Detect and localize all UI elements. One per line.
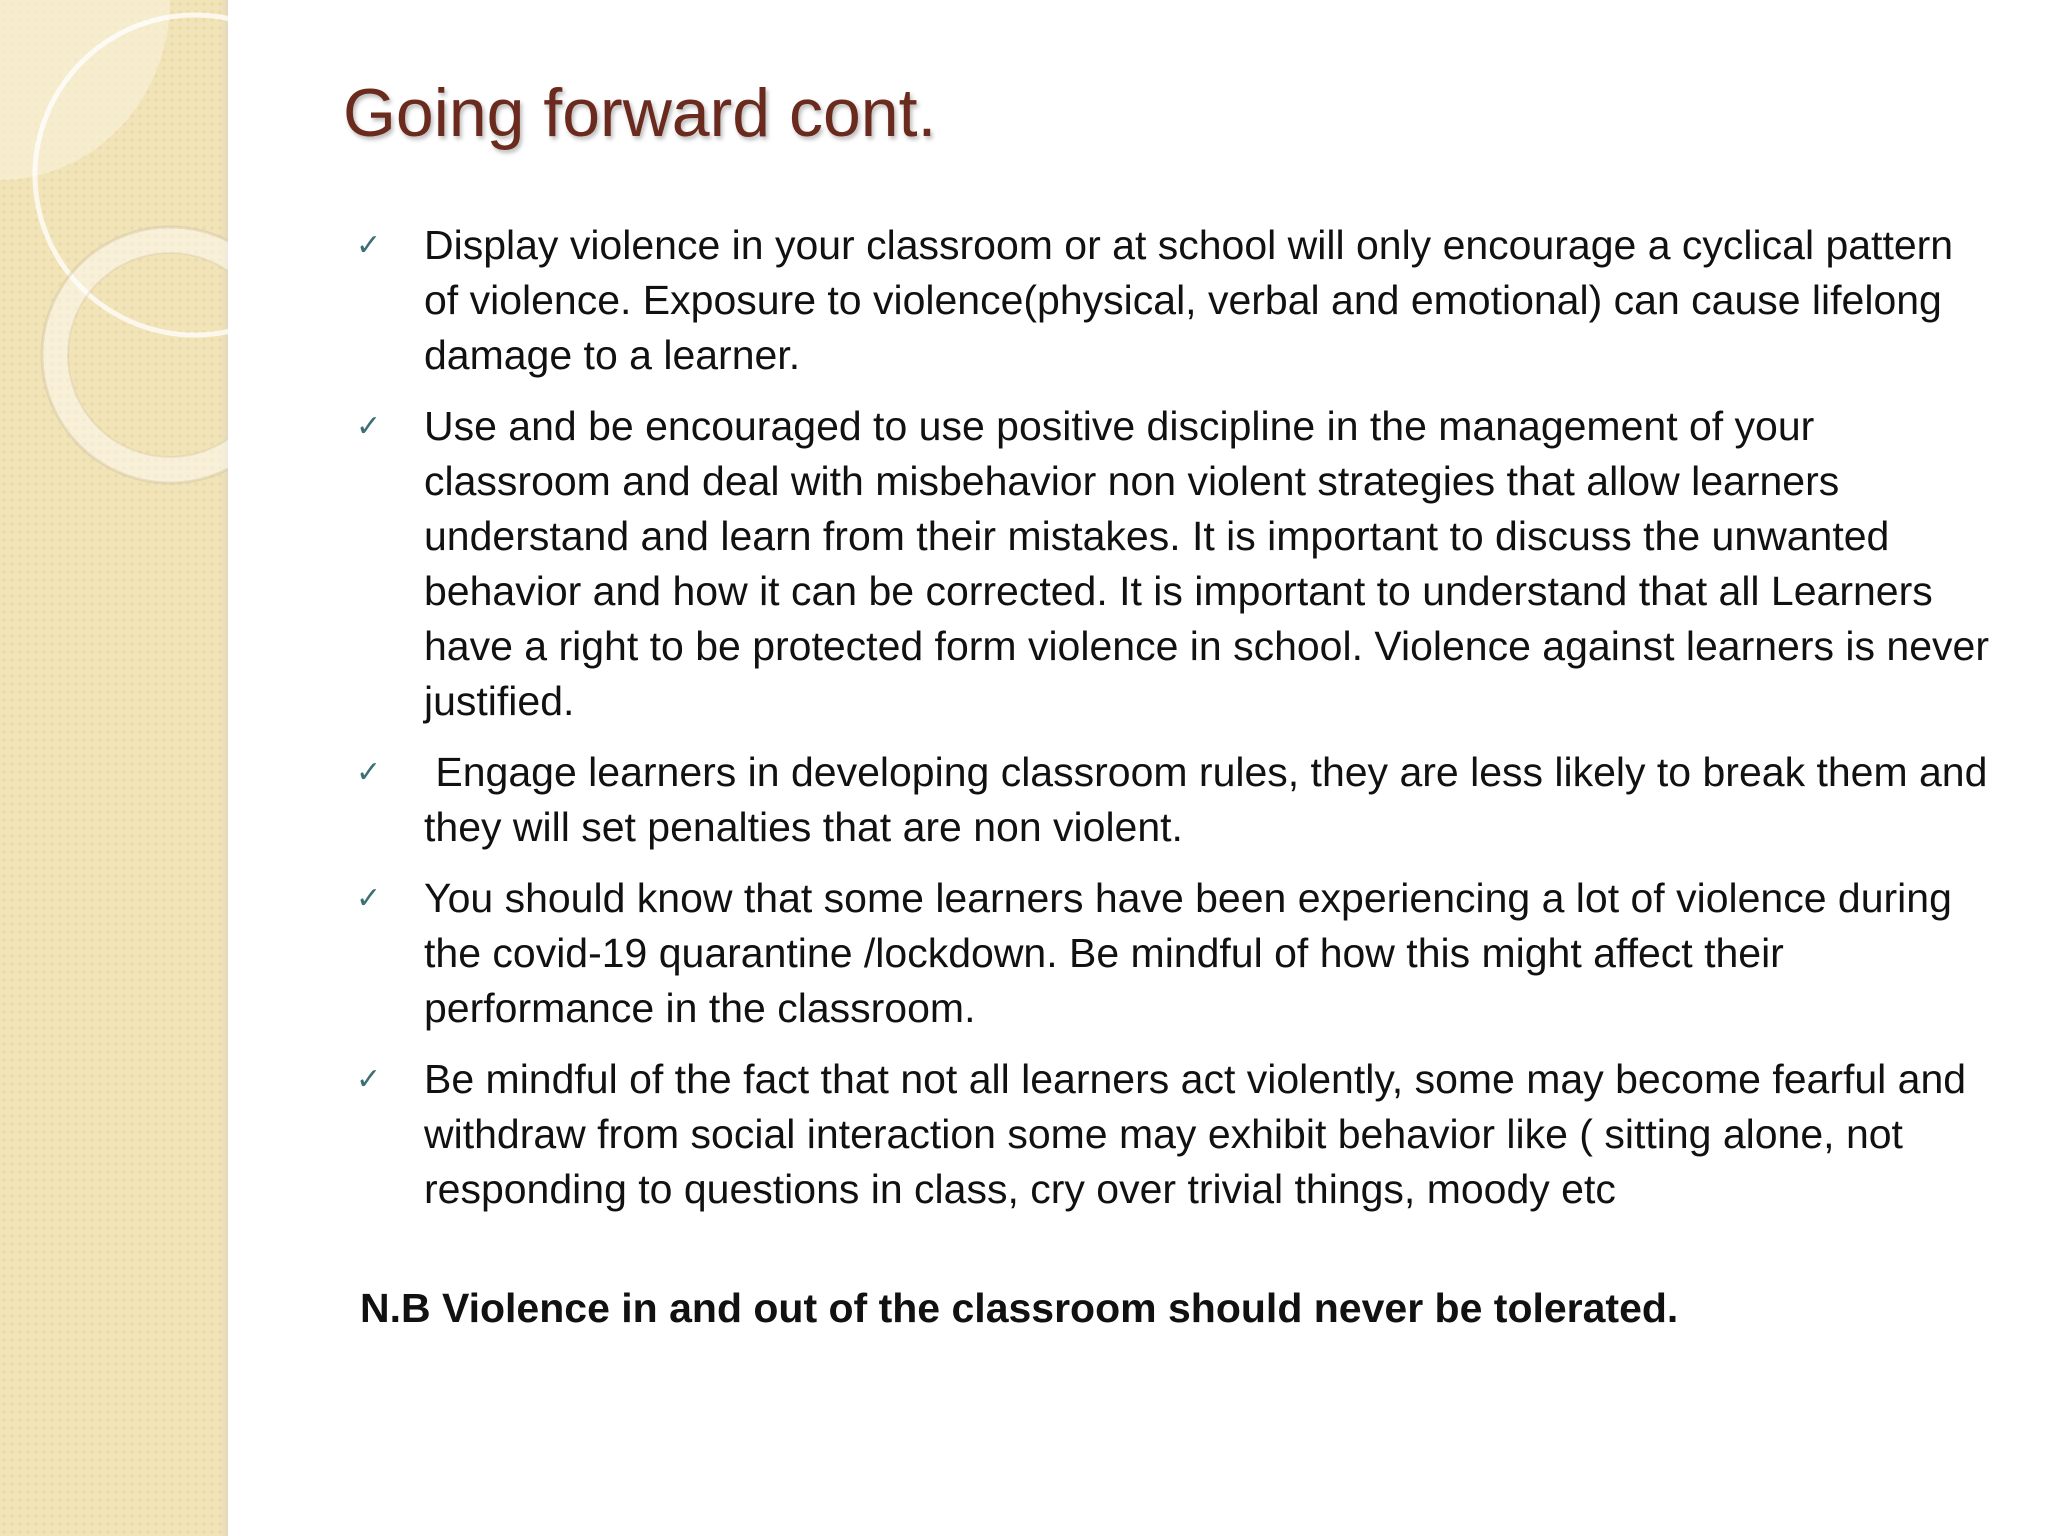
checkmark-icon: ✓: [356, 755, 382, 790]
closing-note: N.B Violence in and out of the classroom should never be tolerated.: [360, 1285, 1679, 1331]
bullet-text: Use and be encouraged to use positive discipline in the management of your classroom and deal with misbehavior non violent strategies that allow learners understand and learn from their mistakes. It is important to discuss the unwanted behavior and how it can be corrected. It is important to understand that all Learners have a right to be protected form violence in school. Violence against learners is never justified.: [424, 403, 1989, 724]
bullet-text: Display violence in your classroom or at school will only encourage a cyclical pattern of violence. Exposure to violence(physical, verbal and emotional) can cause lifelong damage to a learner.: [424, 222, 1954, 378]
slide-title: Going forward cont.: [343, 75, 937, 151]
checkmark-icon: ✓: [356, 409, 382, 444]
checkmark-icon: ✓: [356, 881, 382, 916]
bullet-list: [356, 218, 1999, 1233]
bullet-item: [356, 218, 1996, 383]
bullet-text: Be mindful of the fact that not all learners act violently, some may become fearful and withdraw from social interaction some may exhibit behavior like ( sitting alone, not responding to questions in class, cry over trivial things, moody etc: [424, 1056, 1967, 1212]
checkmark-icon: ✓: [356, 228, 382, 263]
checkmark-icon: ✓: [356, 1062, 382, 1097]
bullet-text: Engage learners in developing classroom rules, they are less likely to break them and they will set penalties that are non violent.: [424, 749, 1999, 850]
bullet-item: [356, 1052, 1996, 1217]
decorative-rings: [0, 0, 228, 520]
bullet-item: [356, 745, 1999, 855]
bullet-text: You should know that some learners have been experiencing a lot of violence during the covid-19 quarantine /lockdown. Be mindful of how this might affect their performance in the classroom.: [424, 875, 1952, 1031]
bullet-item: [356, 399, 1996, 729]
bullet-item: [356, 871, 1996, 1036]
